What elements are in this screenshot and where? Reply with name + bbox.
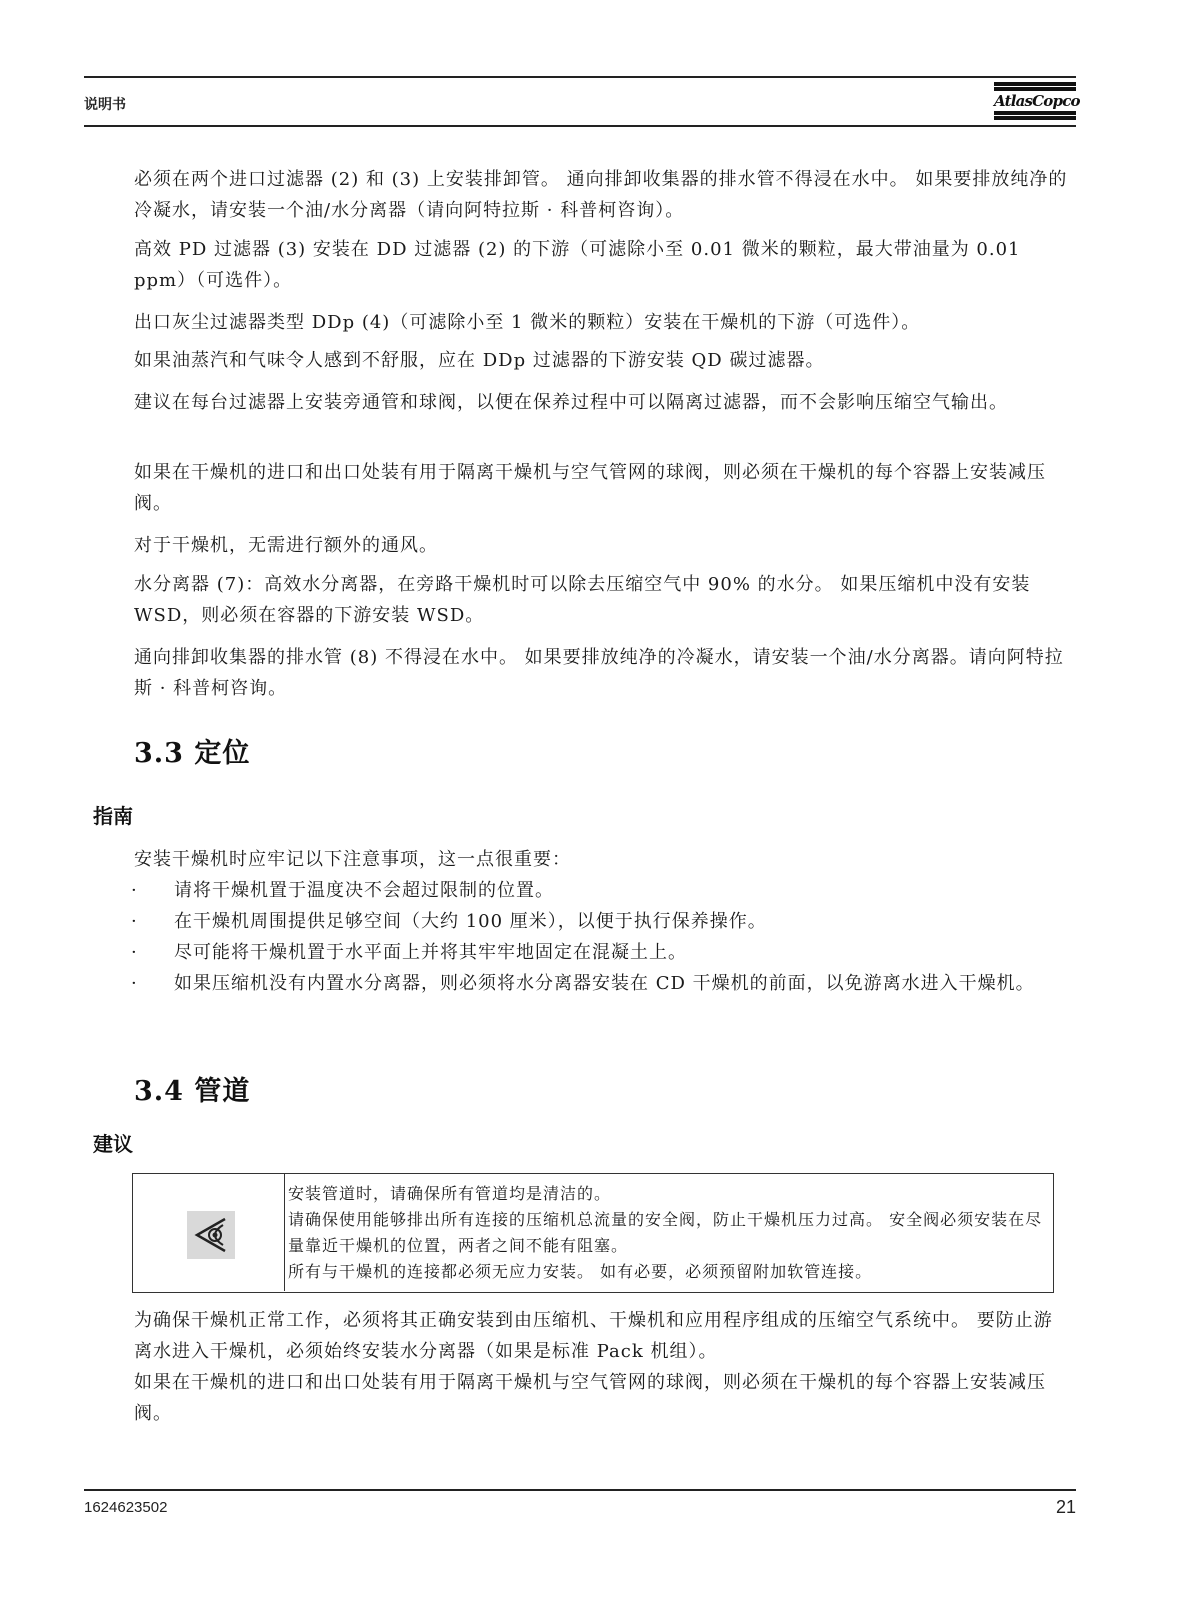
list-item: · 尽可能将干燥机置于水平面上并将其牢牢地固定在混凝土上。 xyxy=(131,942,687,963)
paragraph-pd-filter: 高效 PD 过滤器 (3) 安装在 DD 过滤器 (2) 的下游（可滤除小至 0.01 微米的颗粒，最大带油量为 0.01 ppm）（可选件）。 xyxy=(134,239,1021,291)
paragraph-relief-valves: 如果在干燥机的进口和出口处装有用于隔离干燥机与空气管网的球阀，则必须在干燥机的每个容器上安装减压阀。 xyxy=(134,462,1046,514)
note-line: 请确保使用能够排出所有连接的压缩机总流量的安全阀，防止干燥机压力过高。 安全阀必须安装在尽量靠近干燥机的位置，两者之间不能有阻塞。 xyxy=(288,1210,1043,1255)
section-heading-positioning: 3.3 定位 xyxy=(134,738,251,769)
logo-text: AtlasCopco xyxy=(994,92,1080,110)
header-rule-bottom xyxy=(84,125,1076,127)
eye-icon xyxy=(187,1211,235,1259)
list-item: · 在干燥机周围提供足够空间（大约 100 厘米），以便于执行保养操作。 xyxy=(131,911,767,932)
atlas-copco-logo xyxy=(994,82,1080,120)
subheading-recommendations: 建议 xyxy=(93,1132,133,1156)
section-heading-piping: 3.4 管道 xyxy=(134,1076,251,1107)
paragraph-drain-pipes: 必须在两个进口过滤器 (2) 和 (3) 上安装排卸管。 通向排卸收集器的排水管不得浸在水中。 如果要排放纯净的冷凝水，请安装一个油/水分离器（请向阿特拉斯 · 科普柯咨询）。 xyxy=(134,169,1068,221)
note-icon-cell xyxy=(133,1174,285,1291)
page-header xyxy=(84,76,1080,126)
paragraph-bypass: 建议在每台过滤器上安装旁通管和球阀，以便在保养过程中可以隔离过滤器，而不会影响压缩空气输出。 xyxy=(134,392,1008,413)
header-rule-top xyxy=(84,76,1076,78)
list-item: · 请将干燥机置于温度决不会超过限制的位置。 xyxy=(131,880,554,901)
paragraph-ddp-filter: 出口灰尘过滤器类型 DDp (4)（可滤除小至 1 微米的颗粒）安装在干燥机的下游（可选件）。 xyxy=(134,312,921,333)
paragraph-ventilation: 对于干燥机，无需进行额外的通风。 xyxy=(134,535,438,556)
header-title: 说明书 xyxy=(84,97,126,113)
note-box xyxy=(132,1173,1054,1293)
paragraph-system-integration: 为确保干燥机正常工作，必须将其正确安装到由压缩机、干燥机和应用程序组成的压缩空气系统中。 要防止游离水进入干燥机，必须始终安装水分离器（如果是标准 Pack 机组）。 xyxy=(134,1310,1053,1362)
paragraph-qd-filter: 如果油蒸汽和气味令人感到不舒服，应在 DDp 过滤器的下游安装 QD 碳过滤器。 xyxy=(134,350,825,371)
list-item: · 如果压缩机没有内置水分离器，则必须将水分离器安装在 CD 干燥机的前面，以免游离水进入干燥机。 xyxy=(131,973,1035,994)
list-intro: 安装干燥机时应牢记以下注意事项，这一点很重要： xyxy=(134,849,571,870)
paragraph-drain-pipe-8: 通向排卸收集器的排水管 (8) 不得浸在水中。 如果要排放纯净的冷凝水，请安装一个油/水分离器。请向阿特拉斯 · 科普柯咨询。 xyxy=(134,647,1064,699)
paragraph-relief-valves-2: 如果在干燥机的进口和出口处装有用于隔离干燥机与空气管网的球阀，则必须在干燥机的每个容器上安装减压阀。 xyxy=(134,1372,1046,1424)
document-number: 1624623502 xyxy=(84,1499,168,1516)
footer-rule xyxy=(84,1489,1076,1491)
note-line: 所有与干燥机的连接都必须无应力安装。 如有必要，必须预留附加软管连接。 xyxy=(288,1262,873,1281)
note-text xyxy=(288,1181,1053,1285)
page-number: 21 xyxy=(1055,1497,1076,1517)
paragraph-water-separator: 水分离器 (7)：高效水分离器，在旁路干燥机时可以除去压缩空气中 90% 的水分。 如果压缩机中没有安装 WSD，则必须在容器的下游安装 WSD。 xyxy=(134,574,1031,626)
positioning-list xyxy=(131,844,1064,999)
note-line: 安装管道时，请确保所有管道均是清洁的。 xyxy=(288,1184,612,1203)
subheading-guidelines: 指南 xyxy=(93,804,133,828)
